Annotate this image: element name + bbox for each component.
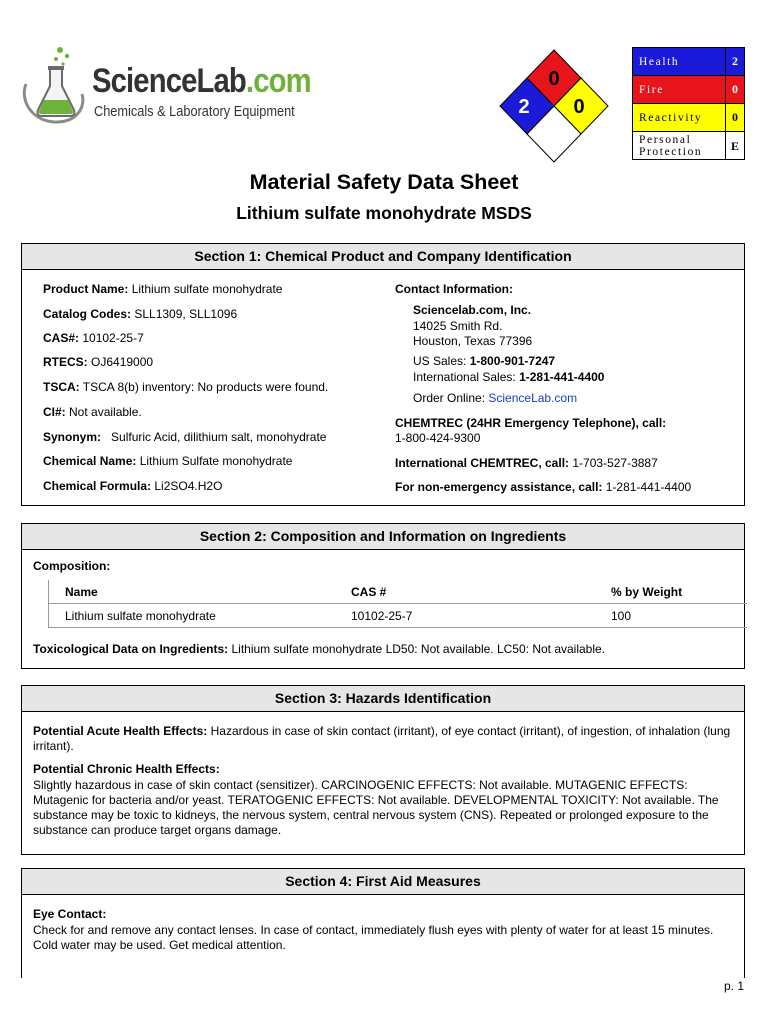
column-header: Name bbox=[49, 580, 336, 604]
nfpa-diamond bbox=[498, 48, 610, 164]
hazard-rating-table bbox=[632, 47, 745, 160]
section-1 bbox=[21, 243, 745, 506]
page-number: p. 1 bbox=[723, 979, 744, 993]
field-ci: CI#: Not available. bbox=[43, 405, 142, 419]
hazard-row-health bbox=[633, 48, 745, 76]
hazard-row-fire bbox=[633, 76, 745, 104]
hazard-label: Fire bbox=[633, 76, 726, 104]
logo-wordmark: ScienceLab.com bbox=[92, 62, 311, 100]
chronic-health-text: Slightly hazardous in case of skin contact (sensitizer). CARCINOGENIC EFFECTS: Not available. MUTAGENIC EFFECTS: Mutagenic for bacteria and/or yeast. TERATOGENIC EFFECTS: Not available. DEVELOPMENTAL TOXICITY: Not available. The substance may be toxic to kidneys, the nervous system, central nervous system (CNS). Repeated or prolonged exposure to the substance can produce target organs damage. bbox=[33, 778, 719, 837]
table-cell: Lithium sulfate monohydrate bbox=[49, 604, 336, 628]
intl-chemtrec: International CHEMTREC, call: 1-703-527-3887 bbox=[395, 456, 658, 470]
hazard-label: Health bbox=[633, 48, 726, 76]
hazard-label: Reactivity bbox=[633, 104, 726, 132]
chemtrec-phone: 1-800-424-9300 bbox=[395, 431, 481, 445]
table-row bbox=[49, 604, 748, 628]
column-header: CAS # bbox=[335, 580, 595, 604]
table-header-row bbox=[49, 580, 748, 604]
section-heading: Section 1: Chemical Product and Company Identification bbox=[22, 244, 744, 270]
intl-sales: International Sales: 1-281-441-4400 bbox=[413, 370, 605, 384]
nfpa-reactivity-value: 0 bbox=[573, 96, 585, 118]
field-catalog-codes: Catalog Codes: SLL1309, SLL1096 bbox=[43, 307, 238, 321]
field-chemical-name: Chemical Name: Lithium Sulfate monohydrate bbox=[43, 454, 293, 468]
hazard-value: 0 bbox=[726, 104, 745, 132]
hazard-value: 2 bbox=[726, 48, 745, 76]
table-cell: 100 bbox=[595, 604, 747, 628]
column-header: % by Weight bbox=[595, 580, 747, 604]
section-3 bbox=[21, 685, 745, 855]
field-chemical-formula: Chemical Formula: Li2SO4.H2O bbox=[43, 479, 223, 493]
nfpa-health-value: 2 bbox=[518, 96, 530, 118]
company-name: Sciencelab.com, Inc. bbox=[413, 303, 532, 317]
chronic-health-label: Potential Chronic Health Effects: bbox=[33, 762, 220, 776]
eye-contact-text: Check for and remove any contact lenses. In case of contact, immediately flush eyes with plenty of water for at least 15 minutes. Cold water may be used. Get medical attention. bbox=[33, 923, 714, 952]
chemtrec-label: CHEMTREC (24HR Emergency Telephone), call: bbox=[395, 416, 667, 430]
order-online: Order Online: ScienceLab.com bbox=[413, 391, 578, 405]
contact-info-label: Contact Information: bbox=[395, 282, 513, 296]
us-sales: US Sales: 1-800-901-7247 bbox=[413, 354, 556, 368]
composition-table bbox=[48, 580, 747, 628]
section-heading: Section 4: First Aid Measures bbox=[22, 869, 744, 895]
sciencelab-logo bbox=[20, 44, 310, 126]
field-rtecs: RTECS: OJ6419000 bbox=[43, 355, 154, 369]
document-subtitle: Lithium sulfate monohydrate MSDS bbox=[236, 203, 532, 223]
sciencelab-link[interactable]: ScienceLab.com bbox=[488, 391, 578, 405]
field-tsca: TSCA: TSCA 8(b) inventory: No products were found. bbox=[43, 380, 329, 394]
section-2 bbox=[21, 523, 745, 669]
section-heading: Section 2: Composition and Information on Ingredients bbox=[22, 524, 744, 550]
composition-label: Composition: bbox=[33, 559, 111, 573]
hazard-row-personal-protection bbox=[633, 132, 745, 160]
field-synonym: Synonym: Sulfuric Acid, dilithium salt, monohydrate bbox=[43, 430, 327, 444]
section-heading: Section 3: Hazards Identification bbox=[22, 686, 744, 712]
field-product-name: Product Name: Lithium sulfate monohydrate bbox=[43, 282, 283, 296]
eye-contact-label: Eye Contact: bbox=[33, 907, 107, 921]
hazard-value: E bbox=[726, 132, 745, 160]
acute-health-effects: Potential Acute Health Effects: Hazardous in case of skin contact (irritant), of eye contact (irritant), of ingestion, of inhalation (lung irritant). bbox=[33, 724, 731, 753]
section-4 bbox=[21, 868, 745, 978]
flask-icon bbox=[20, 44, 90, 126]
field-cas: CAS#: 10102-25-7 bbox=[43, 331, 144, 345]
hazard-label: Personal Protection bbox=[633, 132, 726, 160]
toxicological-data: Toxicological Data on Ingredients: Lithium sulfate monohydrate LD50: Not available. LC50: Not available. bbox=[33, 642, 606, 656]
hazard-value: 0 bbox=[726, 76, 745, 104]
company-street: 14025 Smith Rd. bbox=[413, 319, 503, 333]
table-cell: 10102-25-7 bbox=[335, 604, 595, 628]
logo-tagline: Chemicals & Laboratory Equipment bbox=[94, 104, 295, 120]
nfpa-fire-value: 0 bbox=[548, 68, 560, 90]
company-city: Houston, Texas 77396 bbox=[413, 334, 533, 348]
hazard-row-reactivity bbox=[633, 104, 745, 132]
non-emergency: For non-emergency assistance, call: 1-281-441-4400 bbox=[395, 480, 692, 494]
document-title: Material Safety Data Sheet bbox=[249, 170, 519, 194]
